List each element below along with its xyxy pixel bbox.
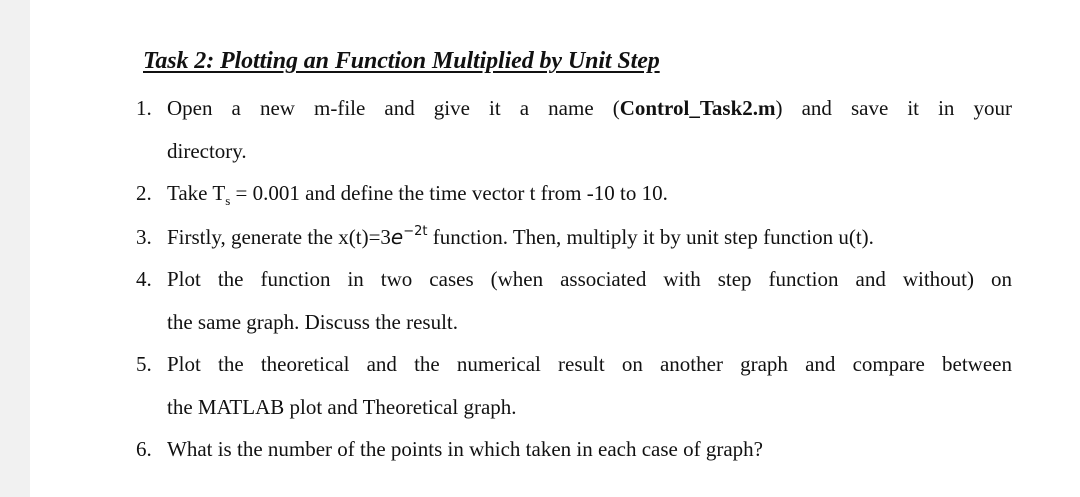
item-number: 2. — [136, 181, 152, 205]
item-number: 5. — [136, 352, 152, 376]
item-text: What is the number of the points in which taken in each case of graph? — [167, 437, 763, 461]
superscript: −2t — [403, 224, 428, 239]
list-item-6 — [136, 437, 763, 461]
task-title: Task 2: Plotting an Function Multiplied by Unit Step — [143, 48, 660, 74]
list-item-4 — [136, 267, 1012, 291]
item-text: Firstly, generate the $x(t)=3e^{-2t}$ function. Then, multiply it by unit step function u(t). — [167, 224, 874, 249]
list-item-3 — [136, 225, 874, 253]
item-text: Take $T_s = 0.001$ and define the time vector t from -10 to 10. — [167, 181, 668, 208]
item-number: 1. — [136, 96, 152, 120]
item-number: 6. — [136, 437, 152, 461]
item-text: Plot the theoretical and the numerical result on another graph and compare between — [167, 352, 1012, 376]
list-item-4-continuation: the same graph. Discuss the result. — [167, 310, 459, 334]
item-number: 4. — [136, 267, 152, 291]
exponential-symbol: e — [390, 225, 404, 249]
filename: Control_Task2.m — [619, 96, 776, 120]
subscript: s — [225, 193, 231, 208]
item-number: 3. — [136, 225, 152, 249]
list-item-1 — [136, 96, 1012, 120]
list-item-5-continuation: the MATLAB plot and Theoretical graph. — [167, 395, 517, 419]
list-item-1-continuation: directory. — [167, 139, 247, 163]
list-item-5 — [136, 352, 1012, 376]
list-item-2 — [136, 181, 668, 208]
item-text: Open a new m-file and give it a name (Control_Task2.m) and save it in your — [167, 96, 1012, 120]
item-text: Plot the function in two cases (when associated with step function and without) on — [167, 267, 1012, 291]
